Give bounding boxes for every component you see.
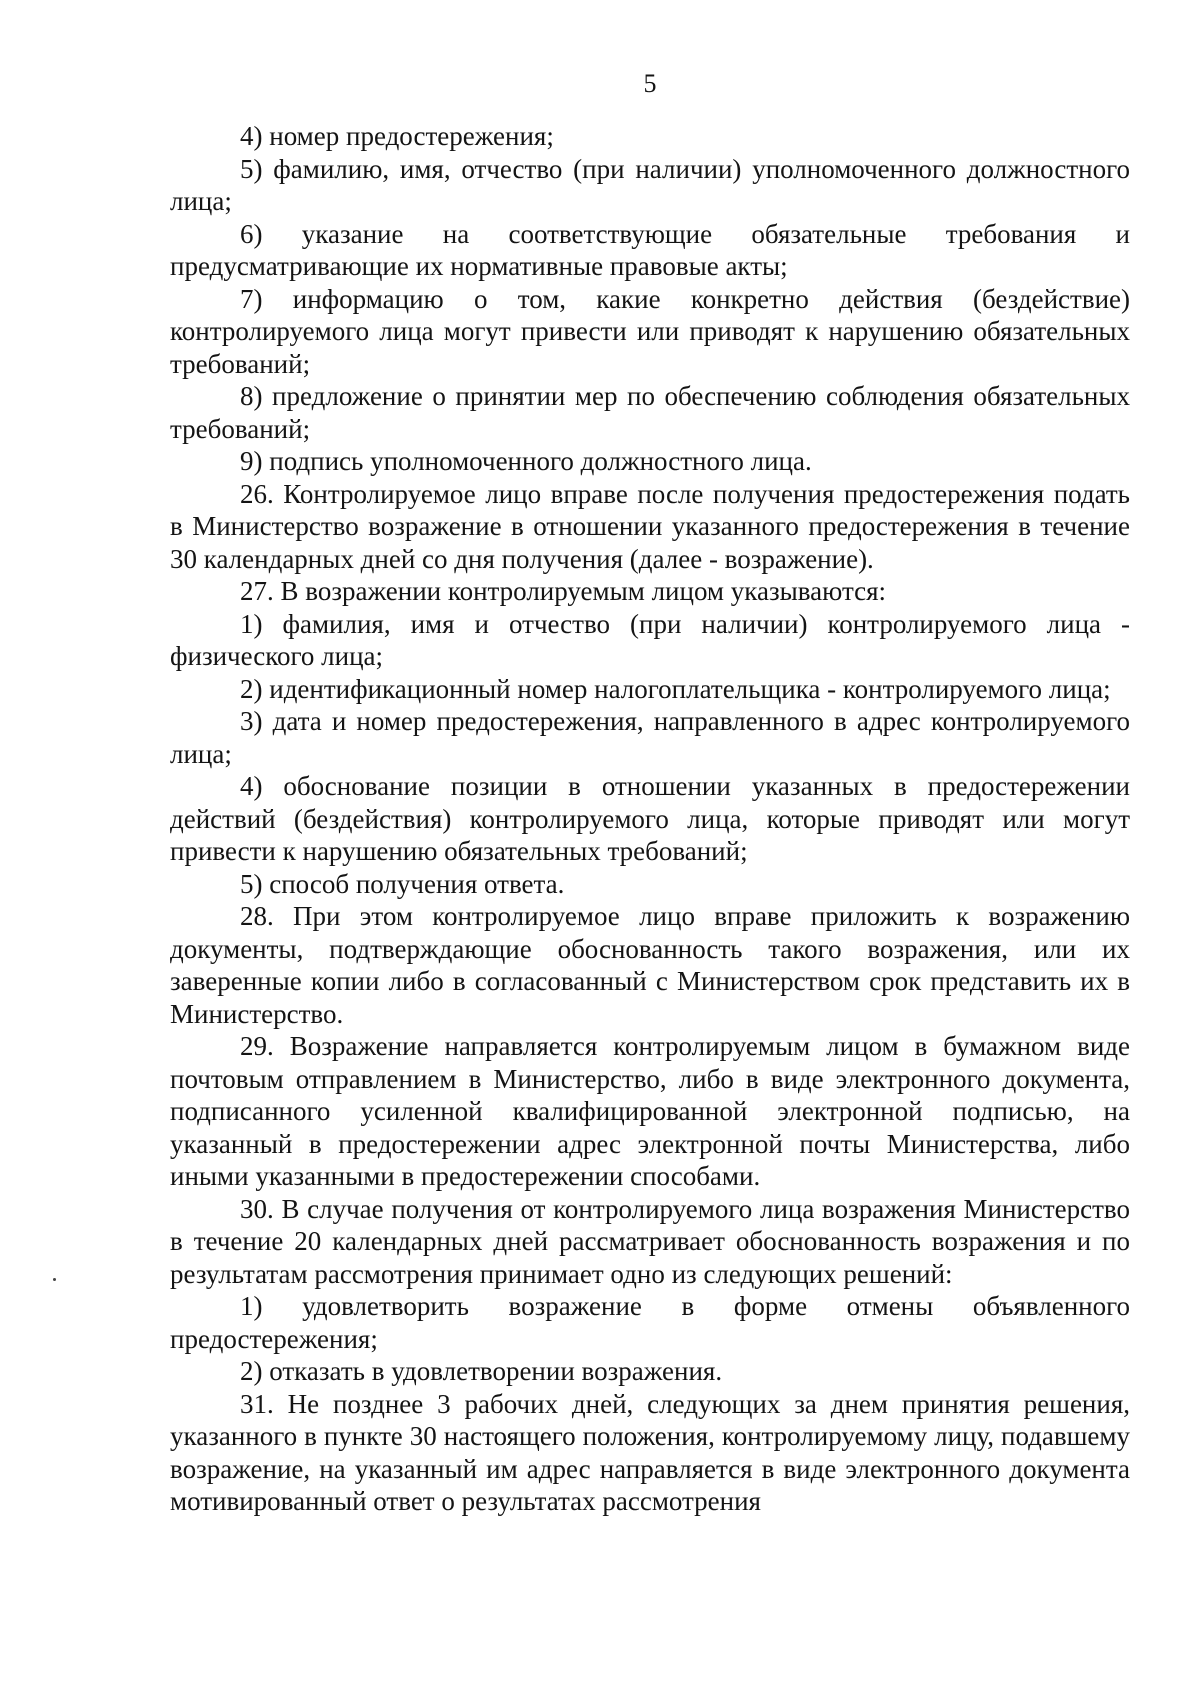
paragraph-item-8-proposal: 8) предложение о принятии мер по обеспечению соблюдения обязательных требований; — [170, 381, 1130, 444]
paragraph-clause-27-item-2: 2) идентификационный номер налогоплательщика - контролируемого лица; — [240, 673, 1111, 704]
paragraph-item-6-requirements: 6) указание на соответствующие обязательные требования и предусматривающие их нормативные правовые акты; — [170, 218, 1130, 281]
paragraph-clause-27: 27. В возражении контролируемым лицом указываются: — [240, 576, 886, 606]
paragraph-clause-30-item-2: 2) отказать в удовлетворении возражения. — [240, 1356, 723, 1386]
paragraph-clause-30-item-1: 1) удовлетворить возражение в форме отмены объявленного предостережения; — [170, 1291, 1130, 1354]
document-body — [170, 120, 1130, 1518]
paragraph-clause-30: 30. В случае получения от контролируемого лица возражения Министерство в течение 20 календарных дней рассматривает обоснованность возражения и по результатам рассмотрения принимает одно из следующих решений: — [170, 1193, 1130, 1289]
page-number: 5 — [643, 69, 657, 98]
paragraph-clause-31: 31. Не позднее 3 рабочих дней, следующих за днем принятия решения, указанного в пункте 30 настоящего положения, контролируемому лицу, подавшему возражение, на указанный им адрес направляется в виде электронного документа мотивированный ответ о результатах рассмотрения — [170, 1388, 1130, 1516]
paragraph-clause-26: 26. Контролируемое лицо вправе после получения предостережения подать в Министерство возражение в отношении указанного предостережения в течение 30 календарных дней со дня получения (далее - возражение). — [170, 478, 1130, 574]
paragraph-clause-27-item-4: 4) обоснование позиции в отношении указанных в предостережении действий (бездействия) контролируемого лица, которые приводят или могут привести к нарушению обязательных требований; — [170, 771, 1130, 866]
paragraph-clause-29: 29. Возражение направляется контролируемым лицом в бумажном виде почтовым отправлением в Министерство, либо в виде электронного документа, подписанного усиленной квалифицированной электронной подписью, на указанный в предостережении адрес электронной почты Министерства, либо иными указанными в предостережении способами. — [170, 1031, 1130, 1191]
paragraph-clause-28: 28. При этом контролируемое лицо вправе приложить к возражению документы, подтверждающие обоснованность такого возражения, или их заверенные копии либо в согласованный с Министерством срок представить их в Министерство. — [170, 901, 1130, 1029]
paragraph-item-7-actions: 7) информацию о том, какие конкретно действия (бездействие) контролируемого лица могут привести или приводят к нарушению обязательных требований; — [170, 283, 1130, 379]
paragraph-item-4-number: 4) номер предостережения; — [240, 121, 554, 151]
paragraph-item-9-signature: 9) подпись уполномоченного должностного лица. — [240, 446, 812, 476]
paragraph-item-5-official-name: 5) фамилию, имя, отчество (при наличии) уполномоченного должностного лица; — [170, 153, 1130, 216]
paragraph-clause-27-item-1: 1) фамилия, имя и отчество (при наличии) контролируемого лица - физического лица; — [170, 608, 1130, 671]
paragraph-clause-27-item-3: 3) дата и номер предостережения, направленного в адрес контролируемого лица; — [170, 706, 1130, 769]
scan-artifact-dot — [53, 1278, 56, 1281]
paragraph-clause-27-item-5: 5) способ получения ответа. — [240, 868, 565, 899]
